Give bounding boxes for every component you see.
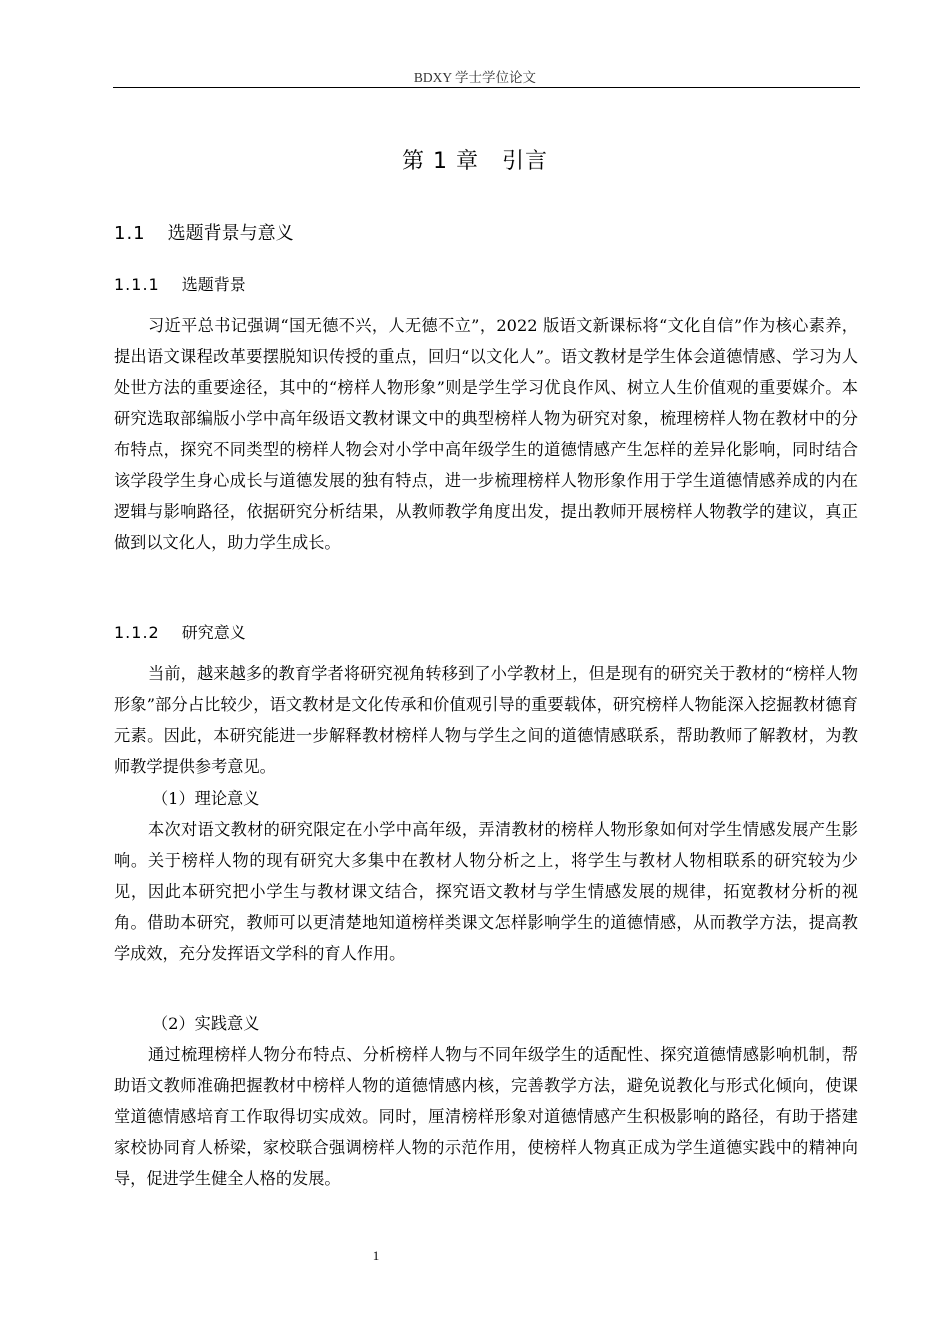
subsection-title: 选题背景	[181, 275, 246, 294]
theory-significance-paragraph: 本次对语文教材的研究限定在小学中高年级，弄清教材的榜样人物形象如何对学生情感发展产生影响。关于榜样人物的现有研究大多集中在教材人物分析之上，将学生与教材人物相联系的研究较为少见，因此本研究把小学生与教材课文结合，探究语文教材与学生情感发展的规律，拓宽教材分析的视角。借助本研究，教师可以更清楚地知道榜样类课文怎样影响学生的道德情感，从而教学方法，提高教学成效，充分发挥语文学科的育人作用。	[114, 820, 858, 963]
practice-significance-paragraph: 通过梳理榜样人物分布特点、分析榜样人物与不同年级学生的适配性、探究道德情感影响机制，帮助语文教师准确把握教材中榜样人物的道德情感内核，完善教学方法，避免说教化与形式化倾向，使课堂道德情感培育工作取得切实成效。同时，厘清榜样形象对道德情感产生积极影响的路径，有助于搭建家校协同育人桥梁，家校联合强调榜样人物的示范作用，使榜样人物真正成为学生道德实践中的精神向导，促进学生健全人格的发展。	[114, 1045, 858, 1188]
section-number: 1.1	[114, 223, 146, 244]
page-number: 1	[372, 1248, 380, 1263]
theory-significance-label: （1）理论意义	[152, 789, 260, 808]
section-title: 选题背景与意义	[167, 223, 294, 244]
significance-intro-paragraph: 当前，越来越多的教育学者将研究视角转移到了小学教材上，但是现有的研究关于教材的“榜样人物形象”部分占比较少，语文教材是文化传承和价值观引导的重要载体，研究榜样人物能深入挖掘教材德育元素。因此，本研究能进一步解释教材榜样人物与学生之间的道德情感联系，帮助教师了解教材，为教师教学提供参考意见。	[114, 664, 858, 776]
subsection-heading-1-1-2	[114, 620, 246, 646]
chapter-title: 第 1 章 引言	[402, 149, 548, 174]
practice-significance-label: （2）实践意义	[152, 1014, 260, 1033]
section-heading-1-1	[114, 220, 294, 248]
background-paragraph: 习近平总书记强调“国无德不兴，人无德不立”，2022 版语文新课标将“文化自信”作为核心素养，提出语文课程改革要摆脱知识传授的重点，回归“以文化人”。语文教材是学生体会道德情感、学习为人处世方法的重要途径，其中的“榜样人物形象”则是学生学习优良作风、树立人生价值观的重要媒介。本研究选取部编版小学中高年级语文教材课文中的典型榜样人物为研究对象，梳理榜样人物在教材中的分布特点，探究不同类型的榜样人物会对小学中高年级学生的道德情感产生怎样的差异化影响，同时结合该学段学生身心成长与道德发展的独有特点，进一步梳理榜样人物形象作用于学生道德情感养成的内在逻辑与影响路径，依据研究分析结果，从教师教学角度出发，提出教师开展榜样人物教学的建议，真正做到以文化人，助力学生成长。	[114, 316, 858, 552]
subsection-heading-1-1-1	[114, 272, 246, 298]
subsection-number: 1.1.1	[114, 275, 160, 294]
header-rule	[113, 87, 860, 88]
running-header: BDXY 学士学位论文	[413, 70, 537, 85]
subsection-title: 研究意义	[181, 623, 246, 642]
subsection-number: 1.1.2	[114, 623, 160, 642]
